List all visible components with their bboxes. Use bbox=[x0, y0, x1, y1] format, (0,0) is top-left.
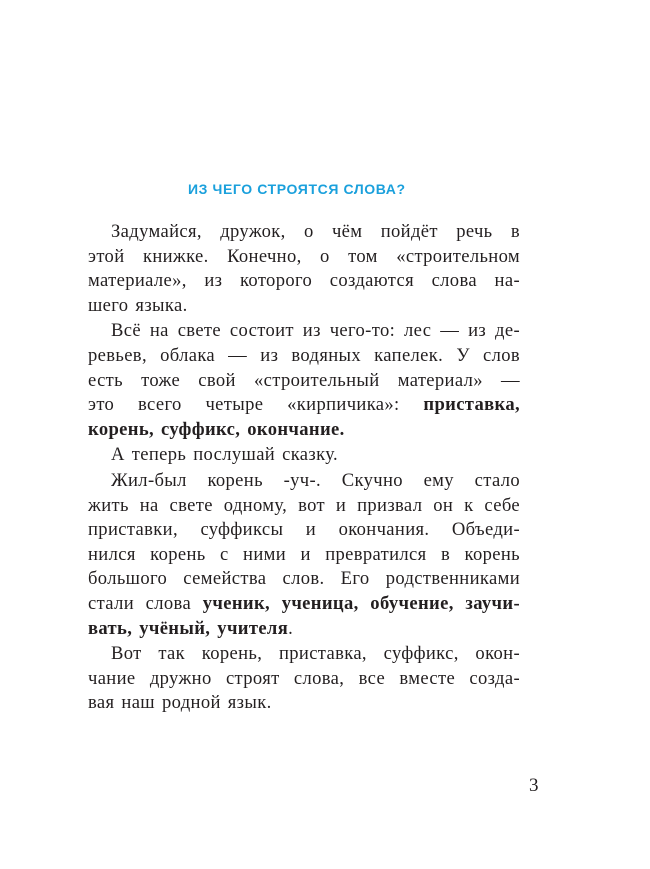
text-line bbox=[88, 369, 520, 394]
text-line bbox=[88, 691, 520, 716]
text-segment: большого семейства слов. Его родственниками bbox=[88, 568, 520, 590]
bold-term: приставка, bbox=[423, 394, 520, 416]
section-heading: ИЗ ЧЕГО СТРОЯТСЯ СЛОВА? bbox=[188, 181, 406, 197]
text-line bbox=[88, 494, 520, 519]
text-segment: Задумайся, дружок, о чём пойдёт речь в bbox=[111, 221, 520, 242]
paragraph bbox=[88, 319, 520, 442]
text-segment: шего языка. bbox=[88, 294, 188, 316]
paragraph bbox=[88, 443, 520, 468]
text-segment: вая наш родной язык. bbox=[88, 692, 272, 714]
text-line bbox=[88, 642, 520, 667]
text-line bbox=[88, 418, 520, 443]
text-line bbox=[88, 518, 520, 543]
text-segment: это всего четыре «кирпичика»: bbox=[88, 394, 424, 416]
text-segment: есть тоже свой «строительный материал» — bbox=[88, 369, 520, 391]
text-line bbox=[88, 344, 520, 369]
page-number: 3 bbox=[529, 775, 539, 796]
text-line bbox=[88, 667, 520, 692]
paragraph bbox=[88, 220, 520, 318]
text-line bbox=[88, 294, 520, 319]
bold-term: ученик, ученица, обучение, заучи- bbox=[202, 592, 520, 614]
bold-term: вать, учёный, учителя bbox=[88, 617, 289, 639]
text-segment: Жил-был корень -уч-. Скучно ему стало bbox=[111, 469, 520, 491]
text-segment: материале», из которого создаются слова на- bbox=[88, 270, 520, 292]
paragraph bbox=[88, 469, 520, 641]
text-line bbox=[88, 443, 520, 468]
text-line bbox=[88, 393, 520, 418]
text-line bbox=[88, 469, 520, 494]
text-line bbox=[88, 592, 520, 617]
text-segment: А теперь послушай сказку. bbox=[111, 444, 338, 466]
text-segment: стали слова bbox=[88, 592, 203, 614]
text-segment: приставки, суффиксы и окончания. Объеди- bbox=[88, 519, 520, 541]
text-segment: жить на свете одному, вот и призвал он к себе bbox=[88, 494, 520, 516]
text-line bbox=[88, 220, 520, 245]
text-segment: . bbox=[288, 617, 294, 639]
text-segment: Всё на свете состоит из чего-то: лес — из де- bbox=[111, 320, 520, 342]
text-segment: Вот так корень, приставка, суффикс, окон- bbox=[111, 643, 520, 665]
text-line bbox=[88, 567, 520, 592]
text-line bbox=[88, 269, 520, 294]
bold-term: корень, суффикс, окончание. bbox=[88, 418, 345, 440]
text-segment: ревьев, облака — из водяных капелек. У слов bbox=[88, 344, 520, 366]
text-line bbox=[88, 543, 520, 568]
text-segment: нился корень с ними и превратился в корень bbox=[88, 543, 520, 565]
text-line bbox=[88, 245, 520, 270]
text-line bbox=[88, 617, 520, 642]
text-segment: чание дружно строят слова, все вместе созда- bbox=[88, 667, 520, 689]
text-segment: этой книжке. Конечно, о том «строительном bbox=[88, 245, 520, 267]
text-line bbox=[88, 319, 520, 344]
body-text bbox=[88, 220, 520, 717]
paragraph bbox=[88, 642, 520, 716]
